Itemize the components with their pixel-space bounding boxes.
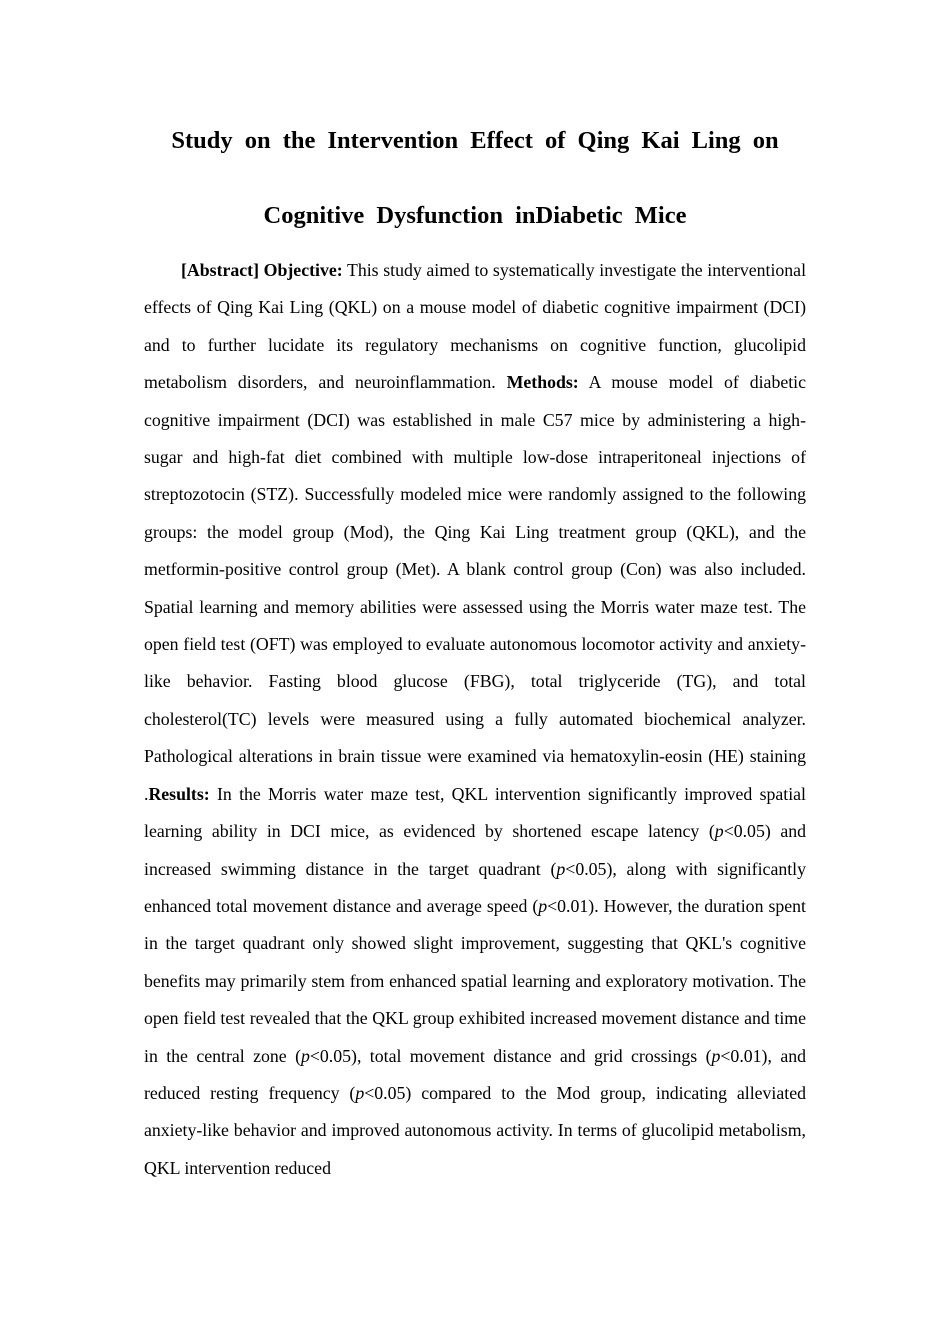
objective-text: This study aimed to systematically investigate the interventional effects of Qing Kai Ling (QKL) on a mouse model of diabetic cognitive impairment (DCI) and to further lucidate its regulatory mechanisms on cognitive function, glucolipid metabolism disorders, and neuroinflammation.	[144, 260, 807, 393]
methods-end: .	[144, 783, 149, 804]
p-value-symbol: p	[556, 858, 566, 879]
p-value-symbol: p	[355, 1082, 365, 1103]
title-line-2: Cognitive Dysfunction inDiabetic Mice	[263, 202, 687, 229]
paper-title	[144, 124, 806, 233]
abstract-paragraph	[144, 252, 806, 1187]
methods-label: Methods:	[506, 372, 579, 393]
results-label: Results:	[148, 783, 210, 804]
p-value-symbol: p	[538, 895, 548, 916]
p-value-symbol: p	[301, 1045, 310, 1066]
title-line-1: Study on the Intervention Effect of Qing Kai Ling on	[171, 127, 779, 154]
results-text-4: <0.01). However, the duration spent in the target quadrant only showed slight improvement, suggesting that QKL's cognitive benefits may primarily stem from enhanced spatial learning and exploratory motivation. The open field test revealed that the QKL group exhibited increased movement distance and time in the central zone (	[144, 895, 806, 1066]
objective-label: Objective:	[263, 260, 343, 280]
p-value-symbol: p	[711, 1045, 721, 1066]
methods-text: A mouse model of diabetic cognitive impairment (DCI) was established in male C57 mice by administering a high-sugar and high-fat diet combined with multiple low-dose intraperitoneal injections of streptozotocin (STZ). Successfully modeled mice were randomly assigned to the following groups: the model group (Mod), the Qing Kai Ling treatment group (QKL), and the metformin-positive control group (Met). A blank control group (Con) was also included. Spatial learning and memory abilities were assessed using the Morris water maze test. The open field test (OFT) was employed to evaluate autonomous locomotor activity and anxiety-like behavior. Fasting blood glucose (FBG), total triglyceride (TG), and total cholesterol(TC) levels were measured using a fully automated biochemical analyzer. Pathological alterations in brain tissue were examined via hematoxylin-eosin (HE) staining	[144, 372, 807, 767]
results-text-7: <0.05) compared to the Mod group, indicating alleviated anxiety-like behavior and improved autonomous activity. In terms of glucolipid metabolism, QKL intervention reduced	[144, 1082, 806, 1178]
results-text-1: In the Morris water maze test, QKL intervention significantly improved spatial learning ability in DCI mice, as evidenced by shortened escape latency (	[144, 783, 807, 842]
p-value-symbol: p	[714, 821, 724, 842]
results-text-2: <0.05) and increased swimming distance in the target quadrant (	[144, 821, 806, 879]
results-text-6: <0.01), and reduced resting frequency (	[144, 1045, 806, 1103]
results-text-5: <0.05), total movement distance and grid crossings (	[309, 1045, 712, 1066]
results-text-3: <0.05), along with significantly enhanced total movement distance and average speed (	[144, 858, 806, 916]
abstract-label: [Abstract]	[181, 260, 260, 280]
